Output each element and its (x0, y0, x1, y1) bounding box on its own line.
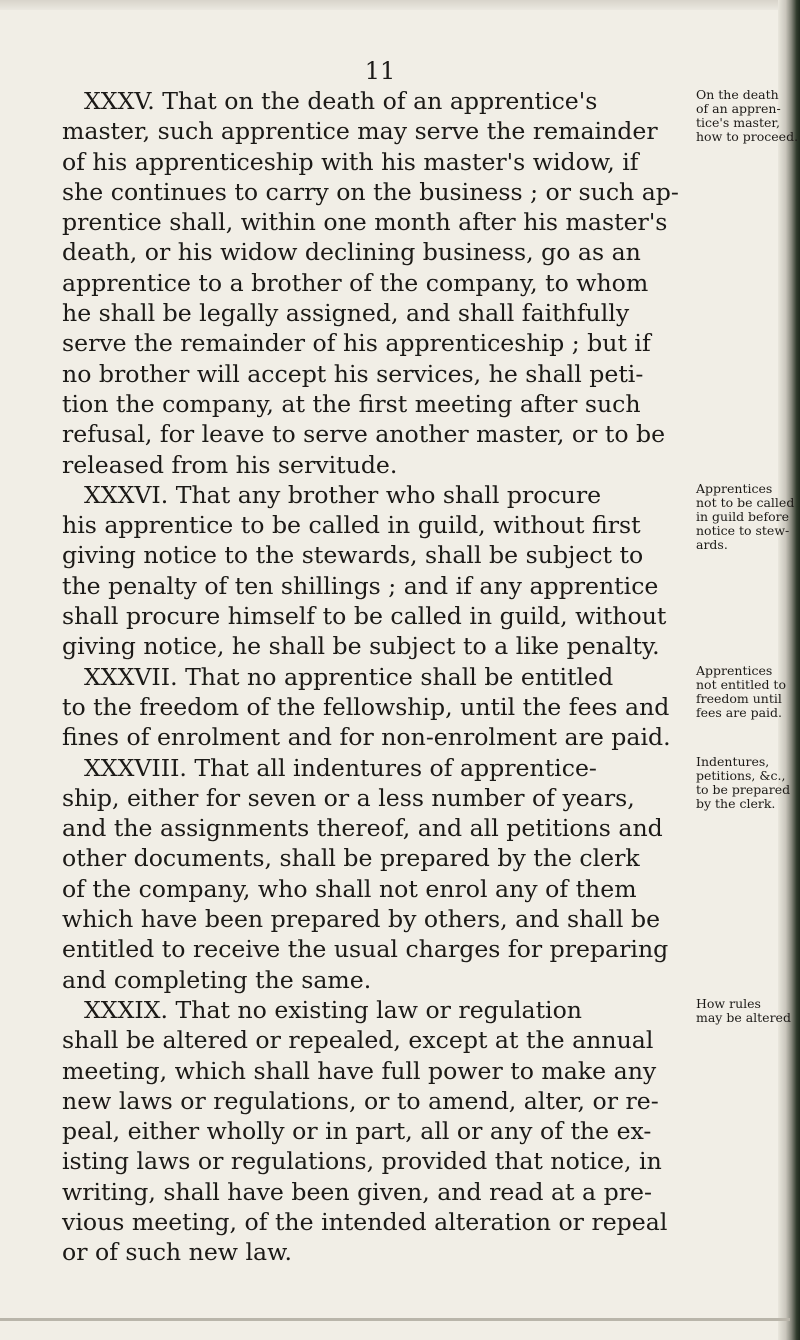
body-line: shall be altered or repealed, except at the annual (62, 1026, 654, 1055)
margin-note-line: notice to stew- (696, 522, 790, 538)
margin-note (696, 664, 796, 720)
body-line: shall procure himself to be called in guild, without (62, 602, 667, 631)
margin-note-line: petitions, &c., (696, 767, 786, 783)
margin-note-line: On the death (696, 87, 779, 102)
margin-note (696, 997, 796, 1025)
margin-note-line: not to be called (696, 494, 795, 510)
body-line: XXXVI. That any brother who shall procure (84, 480, 602, 509)
body-line: new laws or regulations, or to amend, alter, or re- (62, 1086, 659, 1115)
body-line: the penalty of ten shillings ; and if any apprentice (62, 571, 659, 600)
margin-note-line: of an appren- (696, 101, 781, 116)
margin-note-line: freedom until (696, 690, 782, 706)
body-line: she continues to carry on the business ; or such ap- (62, 177, 679, 206)
page-bottom-rule (0, 1318, 790, 1321)
body-line: isting laws or regulations, provided that notice, in (62, 1147, 662, 1176)
margin-note-line: not entitled to (696, 676, 786, 692)
margin-note-line: how to proceed. (696, 129, 799, 144)
body-line: prentice shall, within one month after his master's (62, 208, 668, 237)
body-line: released from his servitude. (62, 450, 398, 479)
body-line: vious meeting, of the intended alteration or repeal (62, 1207, 668, 1236)
body-line: or of such new law. (62, 1238, 292, 1267)
margin-note (696, 482, 796, 552)
margin-note-line: by the clerk. (696, 795, 776, 811)
body-line: refusal, for leave to serve another master, or to be (62, 420, 666, 449)
body-line: giving notice, he shall be subject to a like penalty. (62, 632, 660, 661)
margin-note (696, 87, 799, 144)
page-top-edge (0, 0, 800, 10)
margin-note-line: Apprentices (696, 480, 773, 496)
body-text (62, 86, 692, 1268)
body-line: writing, shall have been given, and read at a pre- (62, 1177, 652, 1206)
body-line: giving notice to the stewards, shall be subject to (62, 541, 644, 570)
margin-note-line: Indentures, (696, 753, 770, 769)
body-line: meeting, which shall have full power to make any (62, 1056, 657, 1085)
body-line: XXXIX. That no existing law or regulation (84, 995, 583, 1024)
body-line: he shall be legally assigned, and shall faithfully (62, 299, 630, 328)
body-line: XXXVIII. That all indentures of apprentice- (84, 753, 597, 782)
body-line: his apprentice to be called in guild, without first (62, 511, 641, 540)
margin-note-line: may be altered (696, 1010, 791, 1025)
body-line: no brother will accept his services, he shall peti- (62, 359, 644, 388)
margin-note-line: How rules (696, 996, 761, 1011)
page-number: 11 (364, 57, 396, 85)
body-line: to the freedom of the fellowship, until the fees and (62, 692, 670, 721)
body-line: which have been prepared by others, and shall be (62, 905, 661, 934)
body-line: XXXVII. That no apprentice shall be entitled (84, 662, 614, 691)
body-line: of the company, who shall not enrol any of them (62, 874, 637, 903)
margin-note-line: ards. (696, 536, 728, 552)
body-line: entitled to receive the usual charges for preparing (62, 935, 669, 964)
body-line: and completing the same. (62, 965, 372, 994)
margin-note-line: fees are paid. (696, 704, 783, 720)
margin-note-line: tice's master, (696, 115, 780, 130)
body-line: death, or his widow declining business, go as an (62, 238, 641, 267)
margin-note (696, 755, 796, 811)
body-line: master, such apprentice may serve the remainder (62, 117, 658, 146)
body-line: fines of enrolment and for non-enrolment are paid. (62, 723, 671, 752)
body-line: XXXV. That on the death of an apprentice's (84, 87, 598, 115)
body-line: apprentice to a brother of the company, to whom (62, 268, 649, 297)
body-line: of his apprenticeship with his master's widow, if (62, 147, 639, 176)
body-line: peal, either wholly or in part, all or any of the ex- (62, 1117, 652, 1146)
margin-note-line: to be prepared (696, 781, 791, 797)
body-line: ship, either for seven or a less number of years, (62, 783, 635, 812)
body-line: other documents, shall be prepared by the clerk (62, 844, 640, 873)
body-line: tion the company, at the first meeting after such (62, 389, 641, 418)
margin-note-line: in guild before (696, 508, 789, 524)
body-line: serve the remainder of his apprenticeship ; but if (62, 329, 651, 358)
body-line: and the assignments thereof, and all petitions and (62, 814, 663, 843)
margin-note-line: Apprentices (696, 662, 773, 678)
